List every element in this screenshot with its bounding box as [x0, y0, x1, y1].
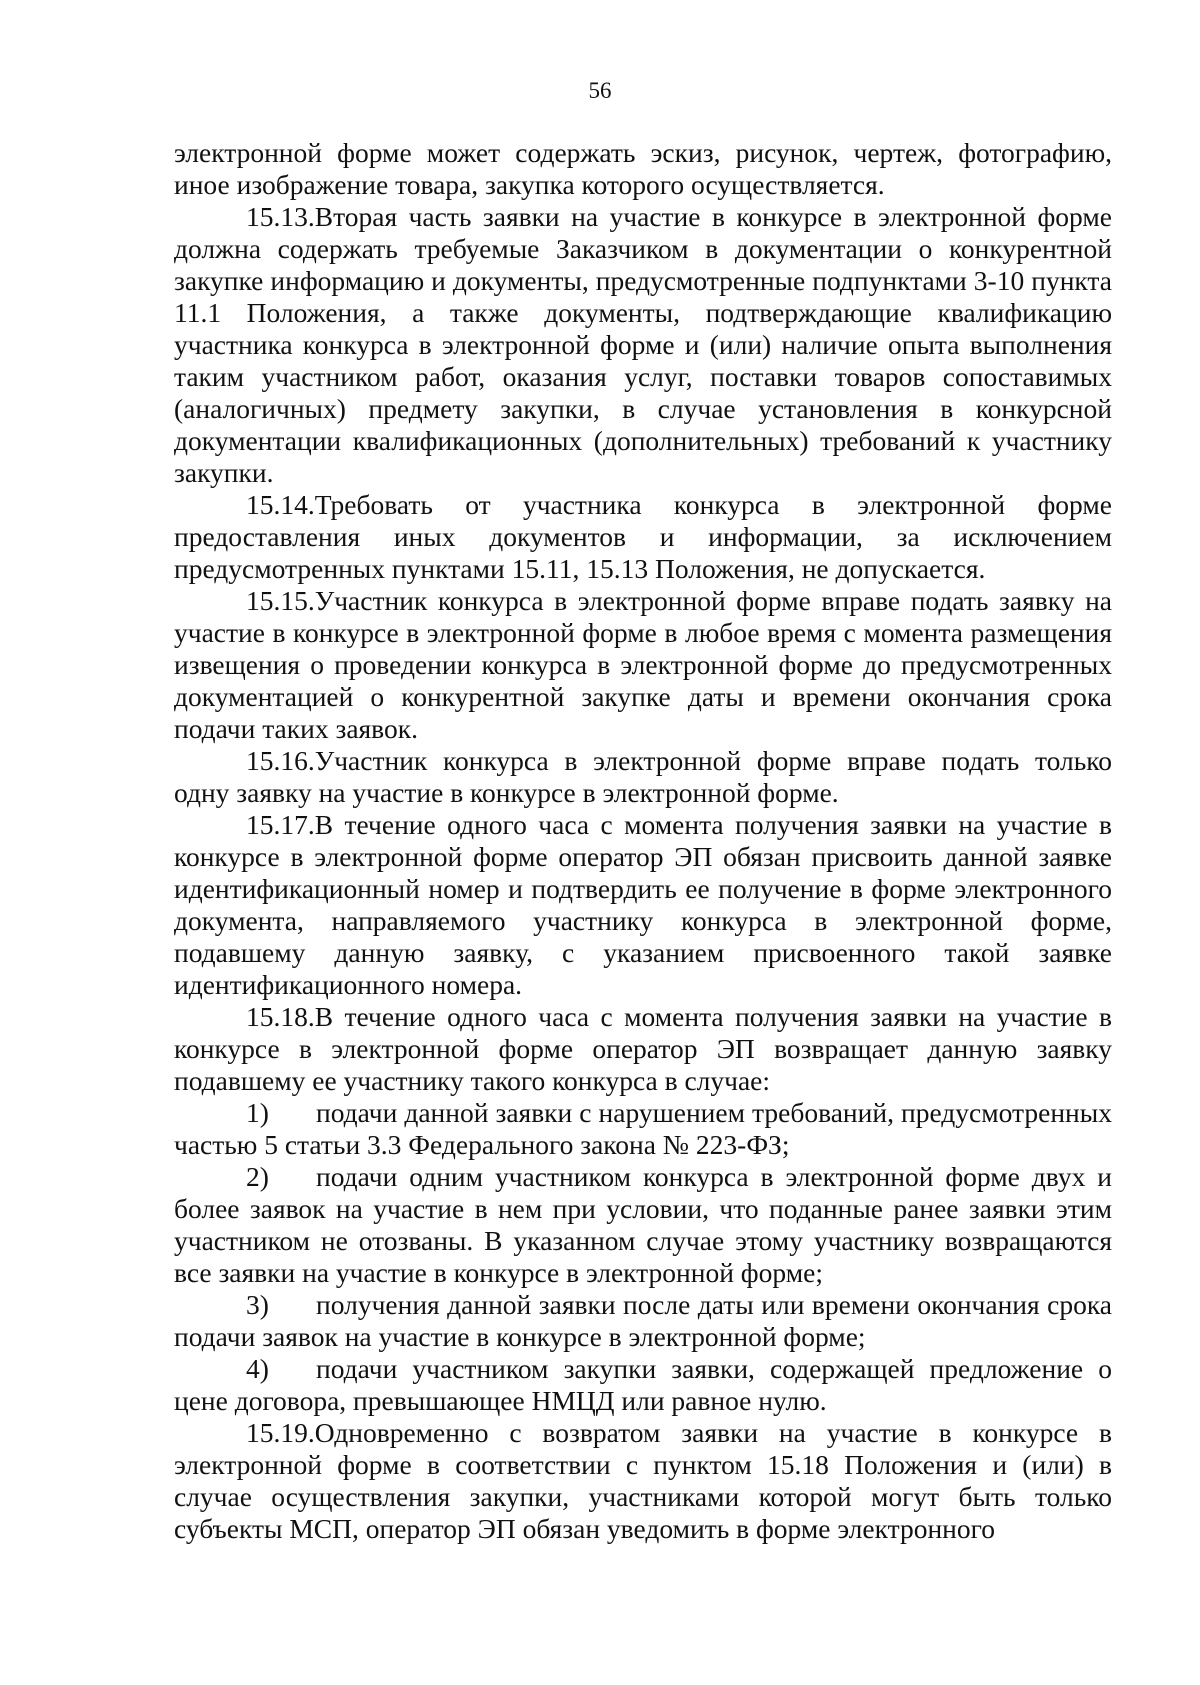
list-item-number: 4)	[246, 1353, 269, 1384]
paragraph-text: Участник конкурса в электронной форме вправе подать только одну заявку на участие в конкурсе в электронной форме.	[174, 745, 1112, 808]
paragraph-text: В течение одного часа с момента получения заявки на участие в конкурсе в электронной форме оператор ЭП возвращает данную заявку подавшему ее участнику такого конкурса в случае:	[174, 1001, 1112, 1096]
clause-number: 15.13.	[246, 201, 315, 232]
list-item-number: 3)	[246, 1289, 269, 1320]
list-item-text: подачи данной заявки с нарушением требований, предусмотренных частью 5 статьи 3.3 Федерального закона № 223-ФЗ;	[174, 1097, 1112, 1160]
list-item-number: 1)	[246, 1097, 269, 1128]
clause-number: 15.18.	[246, 1001, 315, 1032]
paragraph-15-16	[174, 745, 1112, 809]
paragraph-15-13	[174, 201, 1112, 489]
paragraph-15-14	[174, 489, 1112, 585]
clause-number: 15.15.	[246, 585, 315, 616]
paragraph-15-15	[174, 585, 1112, 745]
page-number: 56	[588, 78, 612, 103]
paragraph-text: Одновременно с возвратом заявки на участие в конкурсе в электронной форме в соответствии с пунктом 15.18 Положения и (или) в случае осуществления закупки, участниками которой могут быть только субъекты МСП, оператор ЭП обязан уведомить в форме электронного	[174, 1417, 1112, 1544]
list-item-text: получения данной заявки после даты или времени окончания срока подачи заявок на участие в конкурсе в электронной форме;	[174, 1289, 1112, 1352]
paragraph-text: Требовать от участника конкурса в электронной форме предоставления иных документов и информации, за исключением предусмотренных пунктами 15.11, 15.13 Положения, не допускается.	[174, 489, 1112, 584]
paragraph-text: Участник конкурса в электронной форме вправе подать заявку на участие в конкурсе в электронной форме в любое время с момента размещения извещения о проведении конкурса в электронной форме до предусмотренных документацией о конкурентной закупке даты и времени окончания срока подачи таких заявок.	[174, 585, 1112, 744]
paragraph-continuation	[174, 137, 1112, 201]
paragraph-text: В течение одного часа с момента получения заявки на участие в конкурсе в электронной форме оператор ЭП обязан присвоить данной заявке идентификационный номер и подтвердить ее получение в форме электронного документа, направляемого участнику конкурса в электронной форме, подавшему данную заявку, с указанием присвоенного такой заявке идентификационного номера.	[174, 809, 1112, 1000]
clause-number: 15.14.	[246, 489, 315, 520]
clause-number: 15.16.	[246, 745, 315, 776]
document-body	[174, 137, 1112, 1545]
list-item-2	[174, 1161, 1112, 1289]
paragraph-text: электронной форме может содержать эскиз, рисунок, чертеж, фотографию, иное изображение товара, закупка которого осуществляется.	[174, 137, 1112, 200]
paragraph-15-17	[174, 809, 1112, 1001]
list-item-text: подачи одним участником конкурса в электронной форме двух и более заявок на участие в нем при условии, что поданные ранее заявки этим участником не отозваны. В указанном случае этому участнику возвращаются все заявки на участие в конкурсе в электронной форме;	[174, 1161, 1112, 1288]
paragraph-text: Вторая часть заявки на участие в конкурсе в электронной форме должна содержать требуемые Заказчиком в документации о конкурентной закупке информацию и документы, предусмотренные подпунктами 3-10 пункта 11.1 Положения, а также документы, подтверждающие квалификацию участника конкурса в электронной форме и (или) наличие опыта выполнения таким участником работ, оказания услуг, поставки товаров сопоставимых (аналогичных) предмету закупки, в случае установления в конкурсной документации квалификационных (дополнительных) требований к участнику закупки.	[174, 201, 1112, 488]
list-item-3	[174, 1289, 1112, 1353]
paragraph-15-18	[174, 1001, 1112, 1097]
clause-number: 15.19.	[246, 1417, 315, 1448]
clause-number: 15.17.	[246, 809, 315, 840]
list-item-1	[174, 1097, 1112, 1161]
paragraph-15-19	[174, 1417, 1112, 1545]
list-item-number: 2)	[246, 1161, 269, 1192]
list-item-4	[174, 1353, 1112, 1417]
list-item-text: подачи участником закупки заявки, содержащей предложение о цене договора, превышающее НМЦД или равное нулю.	[174, 1353, 1112, 1416]
